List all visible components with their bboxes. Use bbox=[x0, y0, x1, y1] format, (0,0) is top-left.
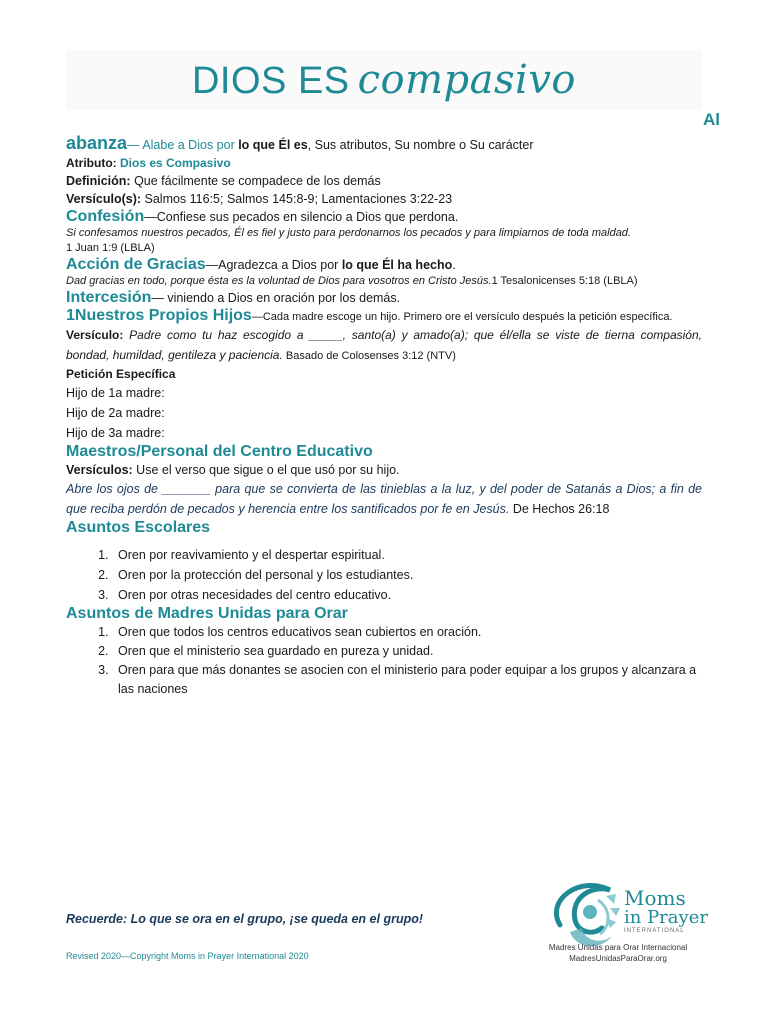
maestros-heading: Maestros/Personal del Centro Educativo bbox=[66, 443, 373, 460]
madres-list bbox=[66, 623, 702, 699]
peticion-line-1: Hijo de 1a madre: bbox=[66, 386, 165, 400]
logo-website: MadresUnidasParaOrar.org bbox=[569, 954, 667, 963]
intercesion-lead: — viniendo a Dios en oración por los demás. bbox=[151, 291, 401, 305]
alabanza-dash: — Alabe a Dios por bbox=[127, 138, 239, 152]
maestros-verse-block bbox=[66, 479, 702, 519]
accion-heading: Acción de Gracias bbox=[66, 256, 206, 273]
maestros-row bbox=[66, 443, 702, 461]
logo-international: INTERNATIONAL bbox=[624, 928, 685, 934]
hijos-ref: Basado de Colosenses 3:12 (NTV) bbox=[282, 350, 456, 362]
title-script: compasivo bbox=[357, 57, 577, 103]
corner-label: Al bbox=[703, 110, 720, 129]
confesion-lead: —Confiese sus pecados en silencio a Dios que perdona. bbox=[144, 210, 459, 224]
maestros-vers-row bbox=[66, 461, 702, 479]
accion-lead-end: . bbox=[452, 258, 456, 272]
logo-tagline: Madres Unidas para Orar Internacional bbox=[548, 943, 688, 952]
definicion-value: Que fácilmente se compadece de los demás bbox=[130, 174, 381, 188]
alabanza-bold: lo que Él es bbox=[238, 138, 308, 152]
accion-row bbox=[66, 256, 702, 274]
list-item: 2. Oren por la protección del personal y los estudiantes. bbox=[112, 565, 702, 585]
accion-bold: lo que Él ha hecho bbox=[341, 258, 453, 272]
list-item: 3. Oren por otras necesidades del centro educativo. bbox=[112, 585, 702, 605]
peticion-heading: Petición Específica bbox=[66, 367, 176, 381]
page-title bbox=[66, 50, 702, 111]
maestros-verse: Abre los ojos de _______ para que se convierta de las tinieblas a la luz, y del poder de Satanás a Dios; a fin de que reciba perdón de pecados y herencia entre los santificados por fe en Jesús. bbox=[66, 482, 702, 516]
copyright-footer: Revised 2020—Copyright Moms in Prayer International 2020 bbox=[66, 951, 309, 961]
madres-row bbox=[66, 605, 702, 623]
escolares-list bbox=[66, 545, 702, 605]
list-item: 1. Oren por reavivamiento y el despertar espiritual. bbox=[112, 545, 702, 565]
maestros-ref: De Hechos 26:18 bbox=[509, 502, 610, 516]
intercesion-row bbox=[66, 289, 702, 307]
confesion-verse: Si confesamos nuestros pecados, Él es fiel y justo para perdonarnos los pecados y para limpiarnos de toda maldad. bbox=[66, 227, 631, 239]
hijos-lead: —Cada madre escoge un hijo. Primero ore el versículo después la petición específica. bbox=[251, 311, 673, 323]
recuerde-note: Recuerde: Lo que se ora en el grupo, ¡se queda en el grupo! bbox=[66, 912, 424, 926]
accion-lead: —Agradezca a Dios por bbox=[205, 258, 342, 272]
logo-tagline-block bbox=[538, 942, 698, 964]
hijos-heading: 1Nuestros Propios Hijos bbox=[66, 307, 252, 324]
title-plain: DIOS ES bbox=[191, 60, 350, 102]
alabanza-heading: abanza bbox=[66, 133, 128, 153]
list-item: 2. Oren que el ministerio sea guardado en pureza y unidad. bbox=[112, 642, 702, 661]
alabanza-rest: , Sus atributos, Su nombre o Su carácter bbox=[307, 138, 534, 152]
logo-moms: Moms bbox=[624, 886, 686, 910]
logo-wordmark bbox=[624, 888, 708, 934]
alabanza-row bbox=[66, 134, 702, 154]
content-body bbox=[66, 134, 702, 699]
atributo-row bbox=[66, 154, 702, 172]
confesion-ref: 1 Juan 1:9 (LBLA) bbox=[66, 242, 155, 254]
maestros-vers-value: Use el verso que sigue o el que usó por su hijo. bbox=[132, 463, 400, 477]
confesion-heading: Confesión bbox=[66, 208, 145, 225]
madres-heading: Asuntos de Madres Unidas para Orar bbox=[66, 605, 348, 622]
title-banner bbox=[66, 50, 702, 110]
peticion-line-2: Hijo de 2a madre: bbox=[66, 406, 165, 420]
versiculos-row bbox=[66, 190, 702, 208]
list-item: 3. Oren para que más donantes se asocien con el ministerio para poder equipar a los grupos y alcanzara a las naciones bbox=[112, 661, 702, 699]
versiculos-label: Versículo(s): bbox=[66, 192, 142, 206]
intercesion-heading: Intercesión bbox=[66, 289, 152, 306]
confesion-verse-block bbox=[66, 226, 702, 256]
hijos-row bbox=[66, 307, 702, 325]
accion-verse: Dad gracias en todo, porque ésta es la voluntad de Dios para vosotros en Cristo Jesús. bbox=[66, 275, 492, 287]
accion-ref: 1 Tesalonicenses 5:18 (LBLA) bbox=[491, 275, 638, 287]
hijos-verse-block bbox=[66, 325, 702, 365]
escolares-row bbox=[66, 519, 702, 537]
logo-in-prayer: in Prayer bbox=[624, 907, 708, 928]
escolares-heading: Asuntos Escolares bbox=[66, 519, 211, 536]
definicion-row bbox=[66, 172, 702, 190]
atributo-label: Atributo: bbox=[66, 156, 120, 170]
list-item: 1. Oren que todos los centros educativos sean cubiertos en oración. bbox=[112, 623, 702, 642]
confesion-row bbox=[66, 208, 702, 226]
versiculos-value: Salmos 116:5; Salmos 145:8-9; Lamentaciones 3:22-23 bbox=[141, 192, 453, 206]
hijos-verse: Padre como tu haz escogido a _____, santo(a) y amado(a); que él/ella se viste de tierna compasión, bondad, humildad, gentileza y paciencia. bbox=[66, 328, 702, 362]
accion-verse-block bbox=[66, 274, 702, 289]
hijos-vers-label: Versículo: bbox=[66, 328, 124, 342]
atributo-value: Dios es Compasivo bbox=[119, 156, 231, 170]
peticion-line-3: Hijo de 3a madre: bbox=[66, 426, 165, 440]
definicion-label: Definición: bbox=[66, 174, 131, 188]
maestros-vers-label: Versículos: bbox=[66, 463, 133, 477]
